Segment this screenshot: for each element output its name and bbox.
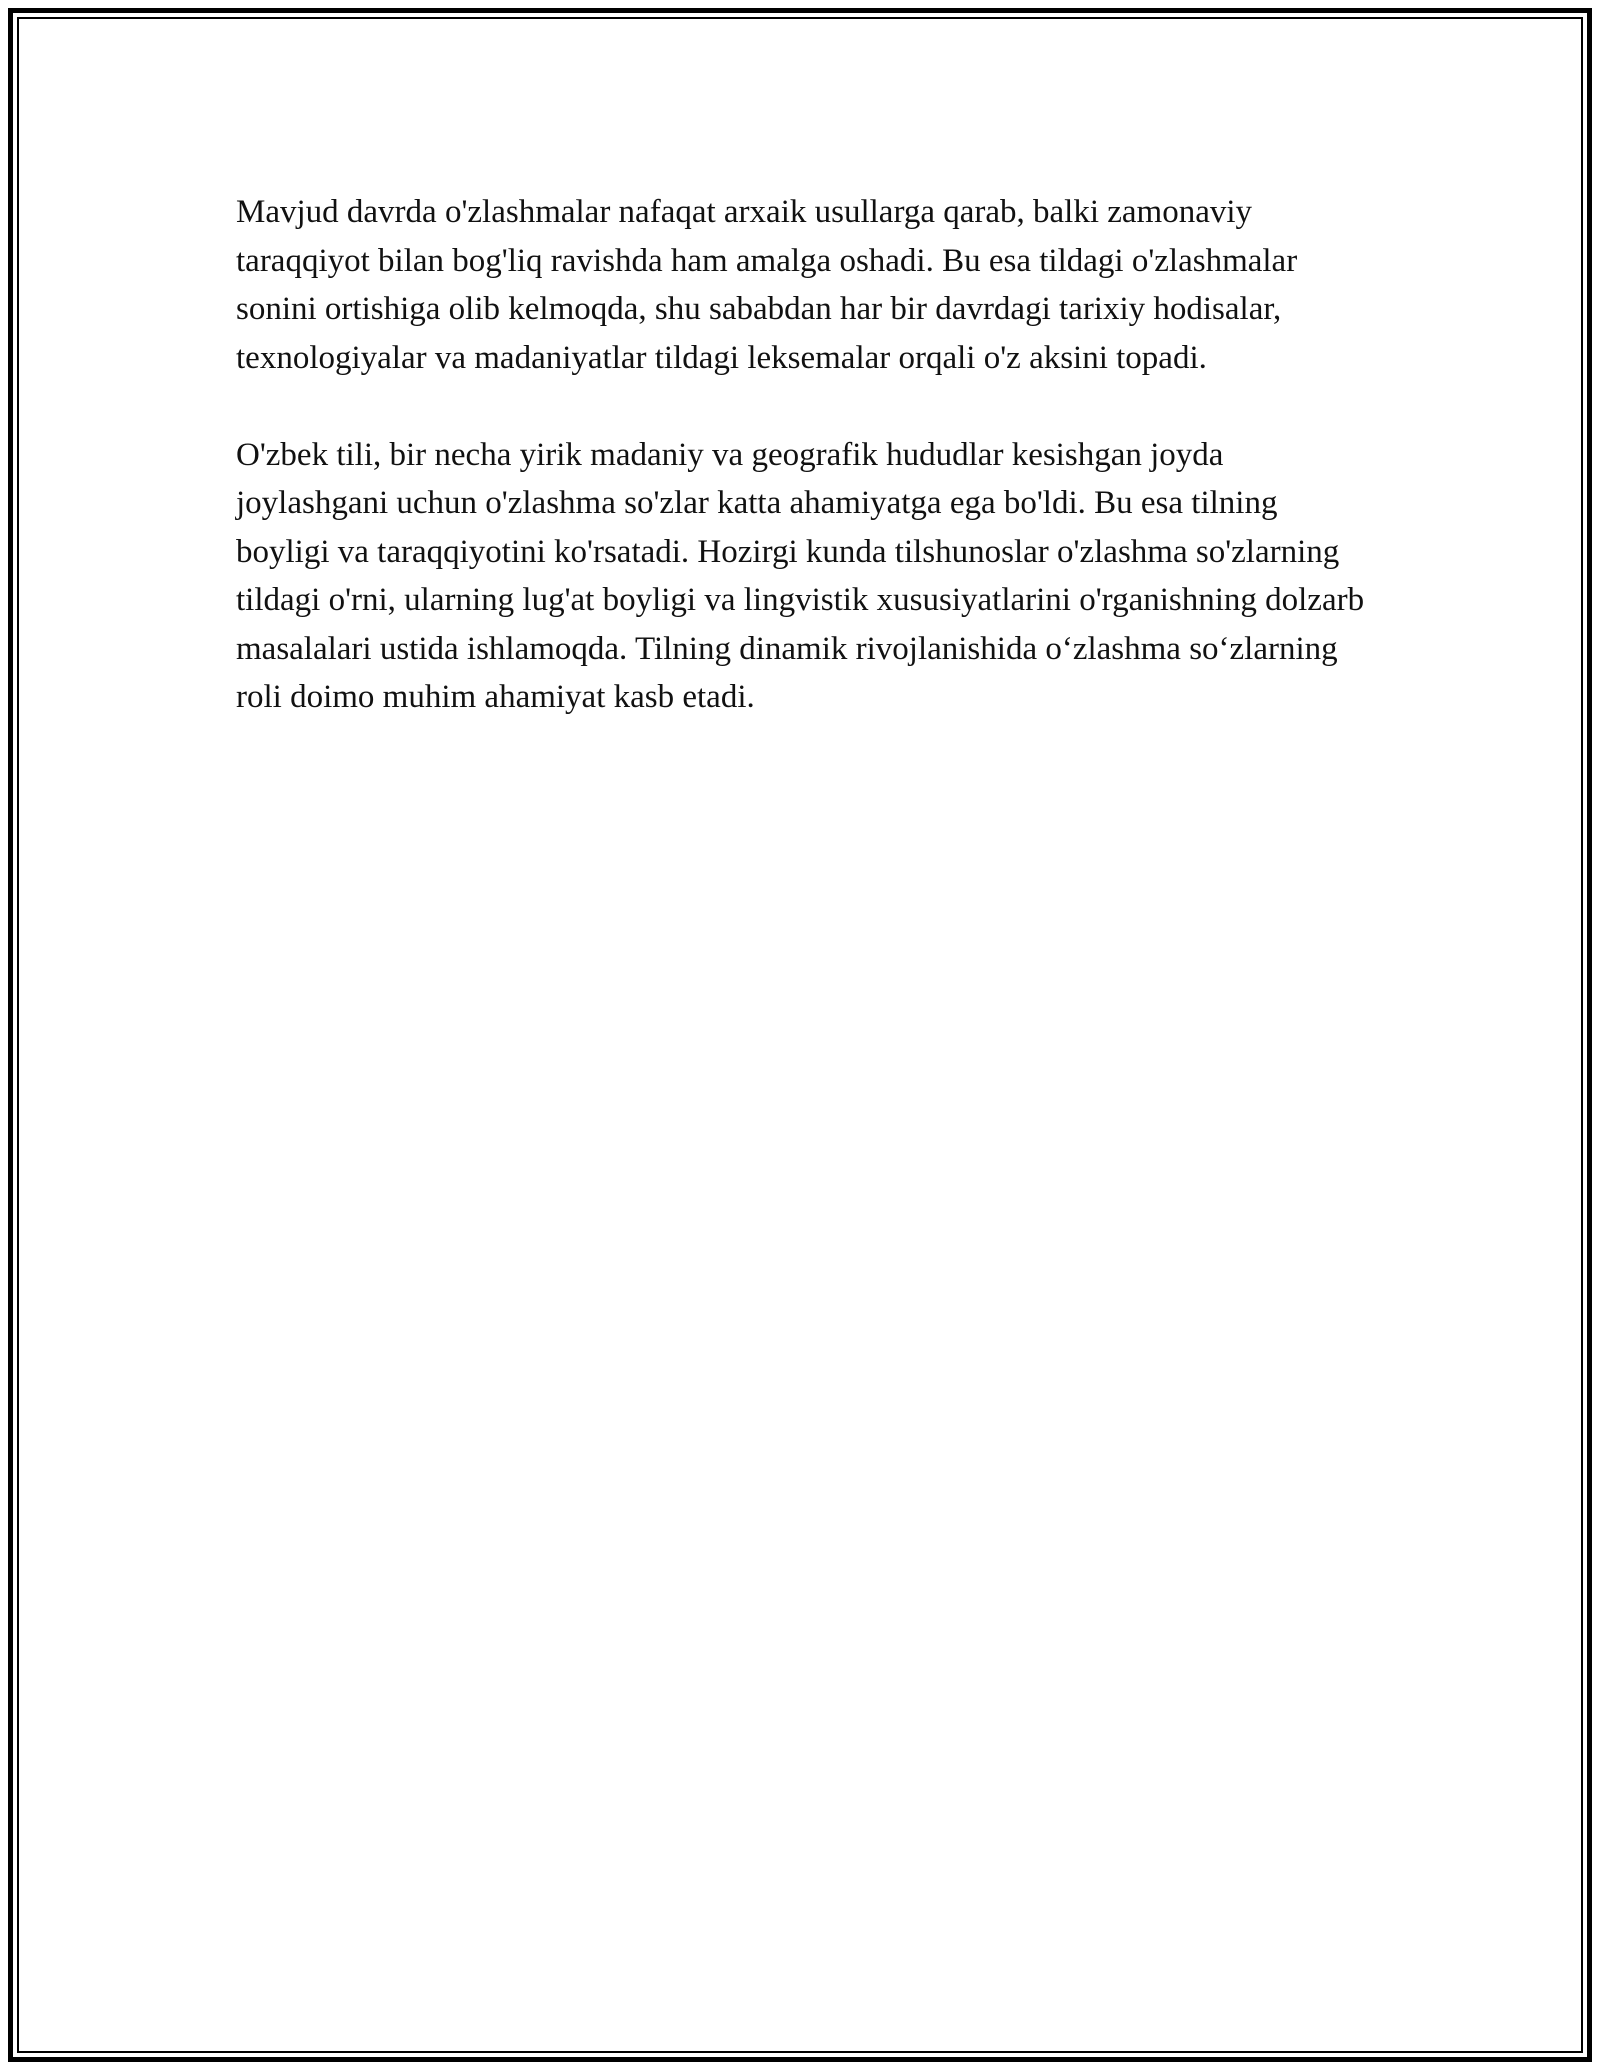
paragraph-2: O'zbek tili, bir necha yirik madaniy va geografik hududlar kesishgan joyda joylashgani uchun o'zlashma so'zlar katta ahamiyatga ega bo'ldi. Bu esa tilning boyligi va taraqqiyotini ko'rsatadi. Hozirgi kunda tilshunoslar o'zlashma so'zlarning tildagi o'rni, ularning lug'at boyligi va lingvistik xususiyatlarini o'rganishning dolzarb masalalari ustida ishlamoqda. Tilning dinamik rivojlanishida o‘zlashma so‘zlarning roli doimo muhim ahamiyat kasb etadi. (236, 436, 1365, 715)
document-body (236, 188, 1376, 770)
paragraph-1: Mavjud davrda o'zlashmalar nafaqat arxaik usullarga qarab, balki zamonaviy taraqqiyot bilan bog'liq ravishda ham amalga oshadi. Bu esa tildagi o'zlashmalar sonini ortishiga olib kelmoqda, shu sababdan har bir davrdagi tarixiy hodisalar, texnologiyalar va madaniyatlar tildagi leksemalar orqali o'z aksini topadi. (236, 194, 1298, 376)
